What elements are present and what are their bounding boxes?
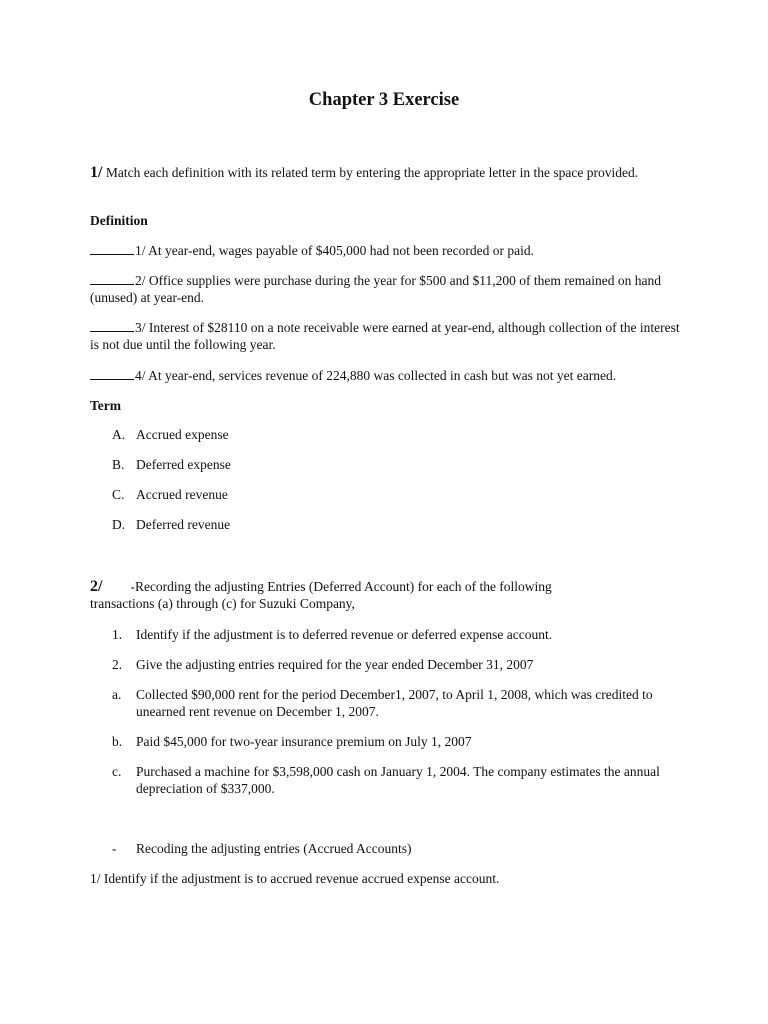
q1-intro-text: Match each definition with its related term by entering the appropriate letter in the space provided. — [102, 165, 639, 180]
transaction-marker: c. — [112, 764, 122, 779]
definition-item — [90, 367, 680, 384]
accrued-step: 1/ Identify if the adjustment is to accrued revenue accrued expense account. — [90, 871, 500, 886]
term-text: Accrued expense — [136, 427, 229, 442]
term-marker: C. — [112, 487, 125, 502]
definition-text: 1/ At year-end, wages payable of $405,000 had not been recorded or paid. — [135, 243, 534, 258]
answer-blank[interactable] — [90, 242, 134, 255]
q2-intro-line1: -Recording the adjusting Entries (Deferred Account) for each of the following — [130, 579, 552, 594]
definition-text: 3/ Interest of $28110 on a note receivable were earned at year-end, although collection of the interest is not due until the following year. — [90, 320, 680, 352]
definition-item — [90, 319, 680, 353]
q1-intro — [90, 164, 680, 181]
dash-marker: - — [112, 841, 117, 856]
step-marker: 2. — [112, 657, 123, 672]
term-marker: B. — [112, 457, 125, 472]
definition-item — [90, 242, 680, 259]
term-text: Deferred expense — [136, 457, 231, 472]
step-text: Give the adjusting entries required for the year ended December 31, 2007 — [136, 657, 534, 672]
q2-intro — [90, 578, 680, 612]
step-text: Identify if the adjustment is to deferred revenue or deferred expense account. — [136, 627, 553, 642]
answer-blank[interactable] — [90, 272, 134, 285]
definition-heading: Definition — [90, 213, 148, 228]
step-marker: 1. — [112, 627, 123, 642]
term-text: Accrued revenue — [136, 487, 228, 502]
term-marker: A. — [112, 427, 126, 442]
answer-blank[interactable] — [90, 367, 134, 380]
transaction-text: Collected $90,000 rent for the period December1, 2007, to April 1, 2008, which was credited to unearned rent revenue on December 1, 2007. — [136, 687, 653, 719]
definition-text: 4/ At year-end, services revenue of 224,880 was collected in cash but was not yet earned. — [135, 368, 617, 383]
transaction-marker: a. — [112, 687, 122, 702]
accrued-heading: Recoding the adjusting entries (Accrued Accounts) — [136, 841, 412, 856]
term-text: Deferred revenue — [136, 517, 231, 532]
transaction-marker: b. — [112, 734, 123, 749]
q2-intro-line2: transactions (a) through (c) for Suzuki Company, — [90, 596, 355, 611]
definition-text: 2/ Office supplies were purchase during the year for $500 and $11,200 of them remained on hand (unused) at year-end. — [90, 273, 661, 305]
page-title: Chapter 3 Exercise — [308, 90, 460, 110]
transaction-text: Paid $45,000 for two-year insurance premium on July 1, 2007 — [136, 734, 472, 749]
term-heading: Term — [90, 398, 121, 413]
answer-blank[interactable] — [90, 319, 134, 332]
definition-item — [90, 272, 680, 306]
q1-number: 1/ — [90, 164, 103, 181]
term-marker: D. — [112, 517, 126, 532]
transaction-text: Purchased a machine for $3,598,000 cash on January 1, 2004. The company estimates the annual depreciation of $337,000. — [136, 764, 660, 796]
q2-number: 2/ — [90, 578, 103, 595]
